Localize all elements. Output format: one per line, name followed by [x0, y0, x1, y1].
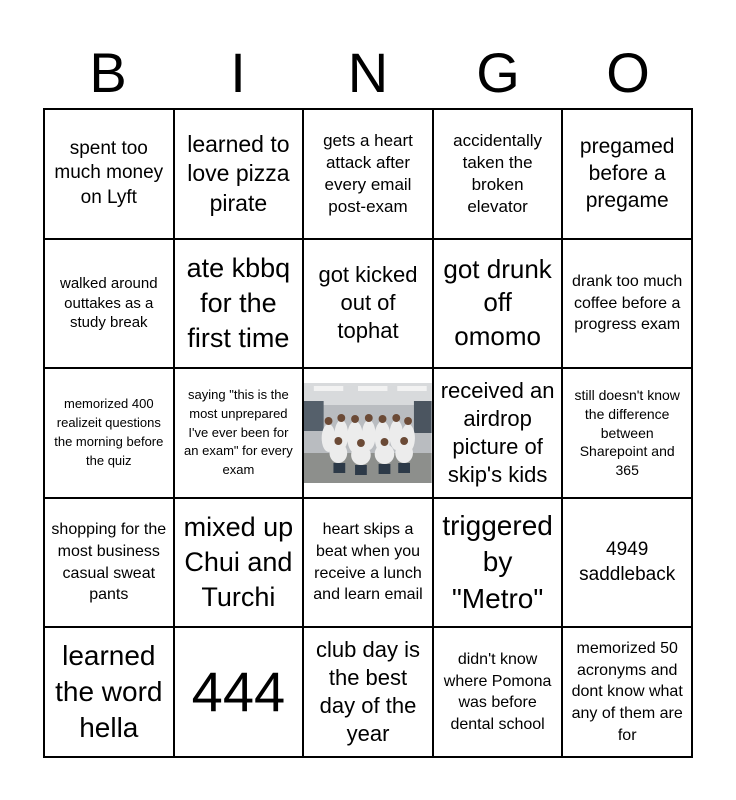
header-letter-b: B: [89, 41, 127, 104]
bingo-cell[interactable]: spent too much money on Lyft: [44, 109, 174, 239]
bingo-cell[interactable]: accidentally taken the broken elevator: [433, 109, 563, 239]
bingo-cell[interactable]: club day is the best day of the year: [303, 627, 433, 757]
bingo-header: [43, 40, 693, 106]
group-photo-image: [304, 383, 432, 483]
bingo-cell[interactable]: learned to love pizza pirate: [174, 109, 304, 239]
bingo-cell[interactable]: heart skips a beat when you receive a lunch and learn email: [303, 498, 433, 628]
bingo-cell[interactable]: 4949 saddleback: [562, 498, 692, 628]
free-space-photo-cell[interactable]: [303, 368, 433, 498]
bingo-cell[interactable]: learned the word hella: [44, 627, 174, 757]
bingo-cell[interactable]: gets a heart attack after every email post-exam: [303, 109, 433, 239]
header-letter-n: N: [347, 41, 389, 104]
bingo-cell[interactable]: drank too much coffee before a progress exam: [562, 239, 692, 369]
header-letter-g: G: [476, 41, 520, 104]
bingo-cell[interactable]: walked around outtakes as a study break: [44, 239, 174, 369]
bingo-cell[interactable]: saying "this is the most unprepared I've ever been for an exam" for every exam: [174, 368, 304, 498]
bingo-cell[interactable]: triggered by "Metro": [433, 498, 563, 628]
bingo-cell[interactable]: got kicked out of tophat: [303, 239, 433, 369]
bingo-cell[interactable]: still doesn't know the difference between Sharepoint and 365: [562, 368, 692, 498]
bingo-grid: [43, 108, 693, 758]
bingo-cell[interactable]: 444: [174, 627, 304, 757]
bingo-cell[interactable]: memorized 50 acronyms and dont know what any of them are for: [562, 627, 692, 757]
bingo-cell[interactable]: didn't know where Pomona was before dental school: [433, 627, 563, 757]
bingo-cell[interactable]: mixed up Chui and Turchi: [174, 498, 304, 628]
bingo-cell[interactable]: memorized 400 realizeit questions the morning before the quiz: [44, 368, 174, 498]
bingo-cell[interactable]: ate kbbq for the first time: [174, 239, 304, 369]
bingo-cell[interactable]: received an airdrop picture of skip's kids: [433, 368, 563, 498]
header-letter-o: O: [606, 41, 650, 104]
bingo-cell[interactable]: shopping for the most business casual sweat pants: [44, 498, 174, 628]
bingo-cell[interactable]: pregamed before a pregame: [562, 109, 692, 239]
header-letter-i: I: [230, 41, 246, 104]
bingo-cell[interactable]: got drunk off omomo: [433, 239, 563, 369]
